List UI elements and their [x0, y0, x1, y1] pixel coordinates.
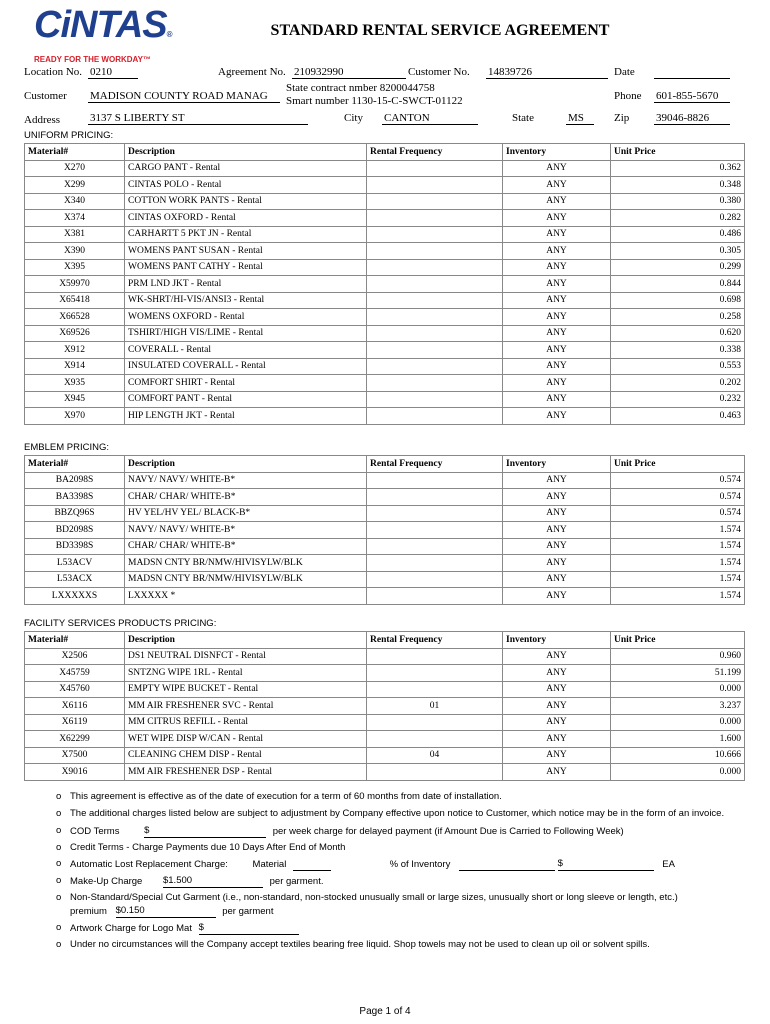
unit-price-cell: 0.698 — [611, 292, 745, 309]
term-towels: o Under no circumstances will the Company accept textiles bearing free liquid. Shop towels may not be used to clean up oil or solvent spills. — [56, 939, 650, 950]
material-cell: X914 — [25, 358, 125, 375]
unit-price-cell: 0.000 — [611, 764, 745, 781]
table-row — [25, 309, 745, 326]
state-field[interactable]: MS — [566, 112, 594, 125]
inventory-cell: ANY — [503, 226, 611, 243]
frequency-cell — [367, 764, 503, 781]
frequency-cell — [367, 714, 503, 731]
inventory-cell: ANY — [503, 472, 611, 489]
frequency-cell — [367, 358, 503, 375]
frequency-cell: 04 — [367, 747, 503, 764]
state-label: State — [512, 112, 534, 124]
material-cell: X299 — [25, 177, 125, 194]
table-row — [25, 588, 745, 605]
inventory-cell: ANY — [503, 648, 611, 665]
description-cell: CINTAS POLO - Rental — [125, 177, 367, 194]
inventory-cell: ANY — [503, 571, 611, 588]
table-row — [25, 408, 745, 425]
term-lost-replacement: o Automatic Lost Replacement Charge: Material % of Inventory $ EA — [56, 858, 675, 870]
material-cell: X45759 — [25, 665, 125, 682]
material-cell: X270 — [25, 160, 125, 177]
material-cell: BD2098S — [25, 522, 125, 539]
inventory-cell: ANY — [503, 731, 611, 748]
uniform-heading: UNIFORM PRICING: — [24, 130, 114, 141]
description-cell: NAVY/ NAVY/ WHITE-B* — [125, 472, 367, 489]
material-cell: X374 — [25, 210, 125, 227]
agreement-field[interactable]: 210932990 — [292, 66, 406, 79]
frequency-cell — [367, 193, 503, 210]
term-item: o This agreement is effective as of the date of execution for a term of 60 months from date of installation. — [56, 791, 502, 802]
material-cell: X2506 — [25, 648, 125, 665]
unit-price-cell: 0.348 — [611, 177, 745, 194]
unit-price-cell: 3.237 — [611, 698, 745, 715]
col-frequency: Rental Frequency — [367, 144, 503, 161]
description-cell: CINTAS OXFORD - Rental — [125, 210, 367, 227]
inventory-cell: ANY — [503, 375, 611, 392]
artwork-field[interactable]: $ — [199, 921, 299, 935]
material-cell: X59970 — [25, 276, 125, 293]
inventory-cell: ANY — [503, 588, 611, 605]
cod-amount-field[interactable]: $ — [144, 824, 266, 838]
col-description: Description — [125, 456, 367, 473]
alr-pct-field[interactable] — [459, 870, 555, 871]
material-cell: X912 — [25, 342, 125, 359]
unit-price-cell: 1.600 — [611, 731, 745, 748]
logo-wordmark: CiNTAS® — [34, 4, 172, 46]
table-row — [25, 472, 745, 489]
unit-price-cell: 0.574 — [611, 505, 745, 522]
frequency-cell — [367, 391, 503, 408]
makeup-field[interactable]: $1.500 — [163, 874, 263, 888]
unit-price-cell: 0.362 — [611, 160, 745, 177]
frequency-cell — [367, 571, 503, 588]
material-cell: BA3398S — [25, 489, 125, 506]
unit-price-cell: 0.202 — [611, 375, 745, 392]
frequency-cell — [367, 408, 503, 425]
description-cell: MADSN CNTY BR/NMW/HIVISYLW/BLK — [125, 571, 367, 588]
inventory-cell: ANY — [503, 325, 611, 342]
frequency-cell — [367, 648, 503, 665]
description-cell: COMFORT SHIRT - Rental — [125, 375, 367, 392]
table-row — [25, 489, 745, 506]
customer-field[interactable]: MADISON COUNTY ROAD MANAG — [88, 90, 280, 103]
table-row — [25, 555, 745, 572]
frequency-cell — [367, 309, 503, 326]
description-cell: CLEANING CHEM DISP - Rental — [125, 747, 367, 764]
material-cell: X395 — [25, 259, 125, 276]
description-cell: HV YEL/HV YEL/ BLACK-B* — [125, 505, 367, 522]
inventory-cell: ANY — [503, 177, 611, 194]
table-row — [25, 522, 745, 539]
unit-price-cell: 0.844 — [611, 276, 745, 293]
table-row — [25, 342, 745, 359]
material-cell: X62299 — [25, 731, 125, 748]
facility-heading: FACILITY SERVICES PRODUCTS PRICING: — [24, 618, 217, 629]
unit-price-cell: 1.574 — [611, 522, 745, 539]
city-field[interactable]: CANTON — [382, 112, 478, 125]
table-row — [25, 681, 745, 698]
frequency-cell — [367, 177, 503, 194]
table-row — [25, 665, 745, 682]
phone-label: Phone — [614, 90, 642, 102]
col-material: Material# — [25, 632, 125, 649]
inventory-cell: ANY — [503, 489, 611, 506]
table-row — [25, 375, 745, 392]
inventory-cell: ANY — [503, 259, 611, 276]
inventory-cell: ANY — [503, 714, 611, 731]
frequency-cell — [367, 276, 503, 293]
frequency-cell — [367, 375, 503, 392]
unit-price-cell: 1.574 — [611, 571, 745, 588]
unit-price-cell: 0.338 — [611, 342, 745, 359]
material-cell: X69526 — [25, 325, 125, 342]
description-cell: MM CITRUS REFILL - Rental — [125, 714, 367, 731]
material-cell: X65418 — [25, 292, 125, 309]
description-cell: EMPTY WIPE BUCKET - Rental — [125, 681, 367, 698]
smart-number-note: Smart number 1130-15-C-SWCT-01122 — [286, 95, 463, 107]
customer-no-field[interactable]: 14839726 — [486, 66, 608, 79]
description-cell: TSHIRT/HIGH VIS/LIME - Rental — [125, 325, 367, 342]
description-cell: CHAR/ CHAR/ WHITE-B* — [125, 489, 367, 506]
col-unit-price: Unit Price — [611, 144, 745, 161]
description-cell: DS1 NEUTRAL DISNFCT - Rental — [125, 648, 367, 665]
frequency-cell — [367, 160, 503, 177]
frequency-cell — [367, 243, 503, 260]
material-cell: X340 — [25, 193, 125, 210]
unit-price-cell: 0.000 — [611, 681, 745, 698]
inventory-cell: ANY — [503, 555, 611, 572]
material-cell: BD3398S — [25, 538, 125, 555]
description-cell: MADSN CNTY BR/NMW/HIVISYLW/BLK — [125, 555, 367, 572]
term-credit: o Credit Terms - Charge Payments due 10 Days After End of Month — [56, 842, 346, 853]
material-cell: X45760 — [25, 681, 125, 698]
location-label: Location No. — [24, 66, 83, 78]
frequency-cell — [367, 472, 503, 489]
description-cell: CARHARTT 5 PKT JN - Rental — [125, 226, 367, 243]
state-contract-note: State contract nmber 8200044758 — [286, 82, 435, 94]
term-artwork: o Artwork Charge for Logo Mat $ — [56, 921, 746, 935]
frequency-cell — [367, 292, 503, 309]
inventory-cell: ANY — [503, 505, 611, 522]
inventory-cell: ANY — [503, 764, 611, 781]
table-row — [25, 698, 745, 715]
table-row — [25, 358, 745, 375]
table-row — [25, 226, 745, 243]
table-row — [25, 292, 745, 309]
table-row — [25, 714, 745, 731]
col-inventory: Inventory — [503, 632, 611, 649]
unit-price-cell: 0.258 — [611, 309, 745, 326]
frequency-cell — [367, 226, 503, 243]
customer-label: Customer — [24, 90, 67, 102]
description-cell: CARGO PANT - Rental — [125, 160, 367, 177]
description-cell: PRM LND JKT - Rental — [125, 276, 367, 293]
inventory-cell: ANY — [503, 747, 611, 764]
table-row — [25, 276, 745, 293]
unit-price-cell: 51.199 — [611, 665, 745, 682]
description-cell: COMFORT PANT - Rental — [125, 391, 367, 408]
description-cell: HIP LENGTH JKT - Rental — [125, 408, 367, 425]
unit-price-cell: 0.305 — [611, 243, 745, 260]
description-cell: MM AIR FRESHENER SVC - Rental — [125, 698, 367, 715]
frequency-cell — [367, 588, 503, 605]
table-row — [25, 259, 745, 276]
emblem-table — [24, 455, 745, 605]
zip-label: Zip — [614, 112, 630, 124]
col-description: Description — [125, 144, 367, 161]
table-row — [25, 325, 745, 342]
col-inventory: Inventory — [503, 456, 611, 473]
description-cell: MM AIR FRESHENER DSP - Rental — [125, 764, 367, 781]
table-row — [25, 538, 745, 555]
frequency-cell — [367, 731, 503, 748]
table-row — [25, 764, 745, 781]
col-frequency: Rental Frequency — [367, 632, 503, 649]
unit-price-cell: 0.960 — [611, 648, 745, 665]
agreement-label: Agreement No. — [218, 66, 286, 78]
description-cell: WET WIPE DISP W/CAN - Rental — [125, 731, 367, 748]
unit-price-cell: 0.574 — [611, 472, 745, 489]
city-label: City — [344, 112, 363, 124]
material-cell: X970 — [25, 408, 125, 425]
description-cell: COVERALL - Rental — [125, 342, 367, 359]
inventory-cell: ANY — [503, 342, 611, 359]
unit-price-cell: 0.553 — [611, 358, 745, 375]
frequency-cell — [367, 681, 503, 698]
col-material: Material# — [25, 456, 125, 473]
frequency-cell — [367, 259, 503, 276]
unit-price-cell: 1.574 — [611, 555, 745, 572]
page-number: Page 1 of 4 — [359, 1006, 411, 1017]
material-cell: X390 — [25, 243, 125, 260]
inventory-cell: ANY — [503, 358, 611, 375]
frequency-cell: 01 — [367, 698, 503, 715]
alr-material-field[interactable] — [293, 870, 331, 871]
unit-price-cell: 0.574 — [611, 489, 745, 506]
description-cell: WOMENS PANT SUSAN - Rental — [125, 243, 367, 260]
inventory-cell: ANY — [503, 698, 611, 715]
col-unit-price: Unit Price — [611, 632, 745, 649]
description-cell: WOMENS PANT CATHY - Rental — [125, 259, 367, 276]
inventory-cell: ANY — [503, 408, 611, 425]
table-row — [25, 391, 745, 408]
description-cell: LXXXXX * — [125, 588, 367, 605]
material-cell: X381 — [25, 226, 125, 243]
term-item: o The additional charges listed below are subject to adjustment by Company effective upon notice to Customer, which notice may be in the form of an invoice. — [56, 808, 725, 819]
term-makeup: o Make-Up Charge $1.500 per garment. — [56, 875, 324, 887]
inventory-cell: ANY — [503, 160, 611, 177]
description-cell: WK-SHRT/HI-VIS/ANSI3 - Rental — [125, 292, 367, 309]
frequency-cell — [367, 342, 503, 359]
material-cell: LXXXXXS — [25, 588, 125, 605]
material-cell: X945 — [25, 391, 125, 408]
frequency-cell — [367, 522, 503, 539]
frequency-cell — [367, 325, 503, 342]
frequency-cell — [367, 210, 503, 227]
term-special-cut: o Non-Standard/Special Cut Garment (i.e., non-standard, non-stocked unusually small or large sizes, unusually short or long sleeve or length, etc.) premium $0.150 per garment — [56, 892, 678, 917]
material-cell: L53ACV — [25, 555, 125, 572]
frequency-cell — [367, 538, 503, 555]
location-field[interactable]: 0210 — [88, 66, 138, 79]
document-title: STANDARD RENTAL SERVICE AGREEMENT — [270, 22, 610, 39]
term-cod: o COD Terms $ per week charge for delayed payment (if Amount Due is Carried to Following Week) — [56, 825, 624, 837]
address-field[interactable]: 3137 S LIBERTY ST — [88, 112, 308, 125]
terms-list — [56, 790, 746, 951]
customer-no-label: Customer No. — [408, 66, 470, 78]
unit-price-cell: 0.232 — [611, 391, 745, 408]
unit-price-cell: 0.000 — [611, 714, 745, 731]
inventory-cell: ANY — [503, 276, 611, 293]
material-cell: X7500 — [25, 747, 125, 764]
material-cell: X9016 — [25, 764, 125, 781]
premium-field[interactable]: $0.150 — [116, 904, 216, 918]
unit-price-cell: 0.620 — [611, 325, 745, 342]
description-cell: WOMENS OXFORD - Rental — [125, 309, 367, 326]
frequency-cell — [367, 665, 503, 682]
inventory-cell: ANY — [503, 243, 611, 260]
table-row — [25, 177, 745, 194]
inventory-cell: ANY — [503, 193, 611, 210]
facility-table — [24, 631, 745, 781]
unit-price-cell: 0.299 — [611, 259, 745, 276]
description-cell: INSULATED COVERALL - Rental — [125, 358, 367, 375]
material-cell: L53ACX — [25, 571, 125, 588]
material-cell: BBZQ96S — [25, 505, 125, 522]
inventory-cell: ANY — [503, 292, 611, 309]
unit-price-cell: 0.463 — [611, 408, 745, 425]
table-row — [25, 160, 745, 177]
inventory-cell: ANY — [503, 681, 611, 698]
table-row — [25, 505, 745, 522]
table-row — [25, 731, 745, 748]
zip-field[interactable]: 39046-8826 — [654, 112, 730, 125]
logo-tagline: READY FOR THE WORKDAY™ — [34, 55, 151, 64]
frequency-cell — [367, 505, 503, 522]
unit-price-cell: 1.574 — [611, 538, 745, 555]
description-cell: SNTZNG WIPE 1RL - Rental — [125, 665, 367, 682]
table-row — [25, 747, 745, 764]
col-unit-price: Unit Price — [611, 456, 745, 473]
col-inventory: Inventory — [503, 144, 611, 161]
col-frequency: Rental Frequency — [367, 456, 503, 473]
date-label: Date — [614, 66, 635, 78]
unit-price-cell: 0.486 — [611, 226, 745, 243]
col-material: Material# — [25, 144, 125, 161]
material-cell: X6119 — [25, 714, 125, 731]
material-cell: X66528 — [25, 309, 125, 326]
inventory-cell: ANY — [503, 309, 611, 326]
frequency-cell — [367, 489, 503, 506]
col-description: Description — [125, 632, 367, 649]
table-row — [25, 648, 745, 665]
description-cell: NAVY/ NAVY/ WHITE-B* — [125, 522, 367, 539]
inventory-cell: ANY — [503, 665, 611, 682]
unit-price-cell: 0.380 — [611, 193, 745, 210]
date-field[interactable] — [654, 66, 730, 79]
description-cell: CHAR/ CHAR/ WHITE-B* — [125, 538, 367, 555]
unit-price-cell: 0.282 — [611, 210, 745, 227]
table-row — [25, 571, 745, 588]
material-cell: X6116 — [25, 698, 125, 715]
unit-price-cell: 1.574 — [611, 588, 745, 605]
unit-price-cell: 10.666 — [611, 747, 745, 764]
inventory-cell: ANY — [503, 522, 611, 539]
material-cell: BA2098S — [25, 472, 125, 489]
alr-amount-field[interactable]: $ — [558, 857, 654, 871]
uniform-table — [24, 143, 745, 425]
table-row — [25, 193, 745, 210]
inventory-cell: ANY — [503, 391, 611, 408]
frequency-cell — [367, 555, 503, 572]
inventory-cell: ANY — [503, 538, 611, 555]
emblem-heading: EMBLEM PRICING: — [24, 442, 109, 453]
address-label: Address — [24, 114, 61, 126]
phone-field[interactable]: 601-855-5670 — [654, 90, 730, 103]
table-row — [25, 210, 745, 227]
inventory-cell: ANY — [503, 210, 611, 227]
material-cell: X935 — [25, 375, 125, 392]
description-cell: COTTON WORK PANTS - Rental — [125, 193, 367, 210]
table-row — [25, 243, 745, 260]
